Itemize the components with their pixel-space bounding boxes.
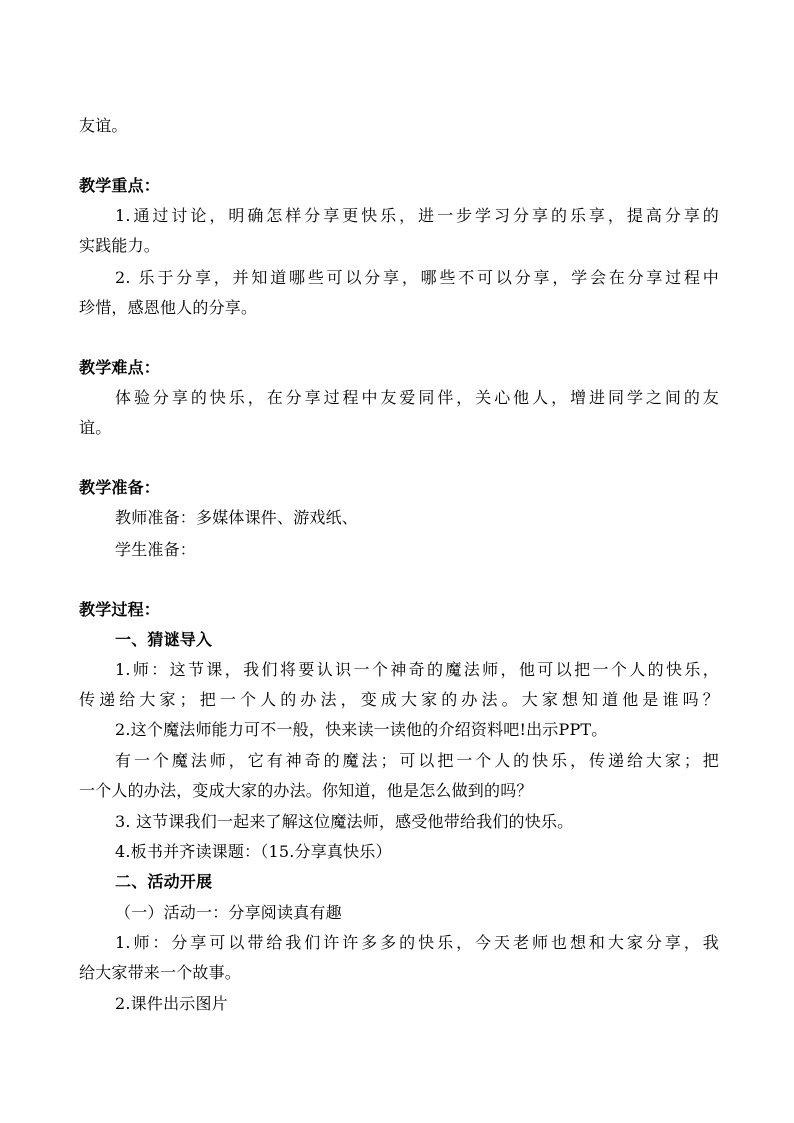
text-line: 4.板书并齐读课题：（15.分享真快乐） (115, 842, 392, 861)
text-line: 1.师：分享可以带给我们许许多多的快乐，今天老师也想和大家分享，我 (115, 933, 719, 952)
text-line: 友谊。 (79, 116, 128, 135)
text-line: 教师准备：多媒体课件、游戏纸、 (115, 508, 359, 527)
text-line: 给大家带来一个故事。 (79, 963, 242, 982)
text-line: 学生准备： (115, 540, 197, 559)
text-line: 珍惜，感恩他人的分享。 (79, 298, 258, 317)
section-heading-key-points: 教学重点： (79, 176, 161, 195)
text-line: 实践能力。 (79, 236, 161, 255)
text-line: 1.通过讨论，明确怎样分享更快乐，进一步学习分享的乐享，提高分享的 (115, 206, 719, 225)
text-line: 2.课件出示图片 (115, 994, 228, 1013)
text-line: 一个人的办法，变成大家的办法。你知道，他是怎么做到的吗？ (79, 781, 533, 800)
section-heading-process: 教学过程： (79, 600, 161, 619)
text-line: 3. 这节课我们一起来了解这位魔法师，感受他带给我们的快乐。 (115, 812, 574, 831)
subsection-heading: 二、活动开展 (115, 872, 213, 891)
text-line: 1.师：这节课，我们将要认识一个神奇的魔法师，他可以把一个人的快乐， (115, 660, 719, 679)
subsection-heading: 一、猜谜导入 (115, 630, 213, 649)
section-heading-preparation: 教学准备： (79, 478, 161, 497)
text-line: 传递给大家；把一个人的办法，变成大家的办法。大家想知道他是谁吗？ (79, 690, 719, 709)
text-line: 有一个魔法师，它有神奇的魔法；可以把一个人的快乐，传递给大家；把 (115, 751, 719, 770)
text-line: 2. 乐于分享，并知道哪些可以分享，哪些不可以分享，学会在分享过程中 (115, 268, 719, 287)
text-line: 2.这个魔法师能力可不一般，快来读一读他的介绍资料吧!出示PPT。 (115, 720, 608, 739)
section-heading-difficulties: 教学难点： (79, 358, 161, 377)
text-line: 谊。 (79, 418, 112, 437)
text-line: 体验分享的快乐，在分享过程中友爱同伴，关心他人，增进同学之间的友 (115, 388, 719, 407)
text-line: （一）活动一：分享阅读真有趣 (115, 903, 342, 922)
